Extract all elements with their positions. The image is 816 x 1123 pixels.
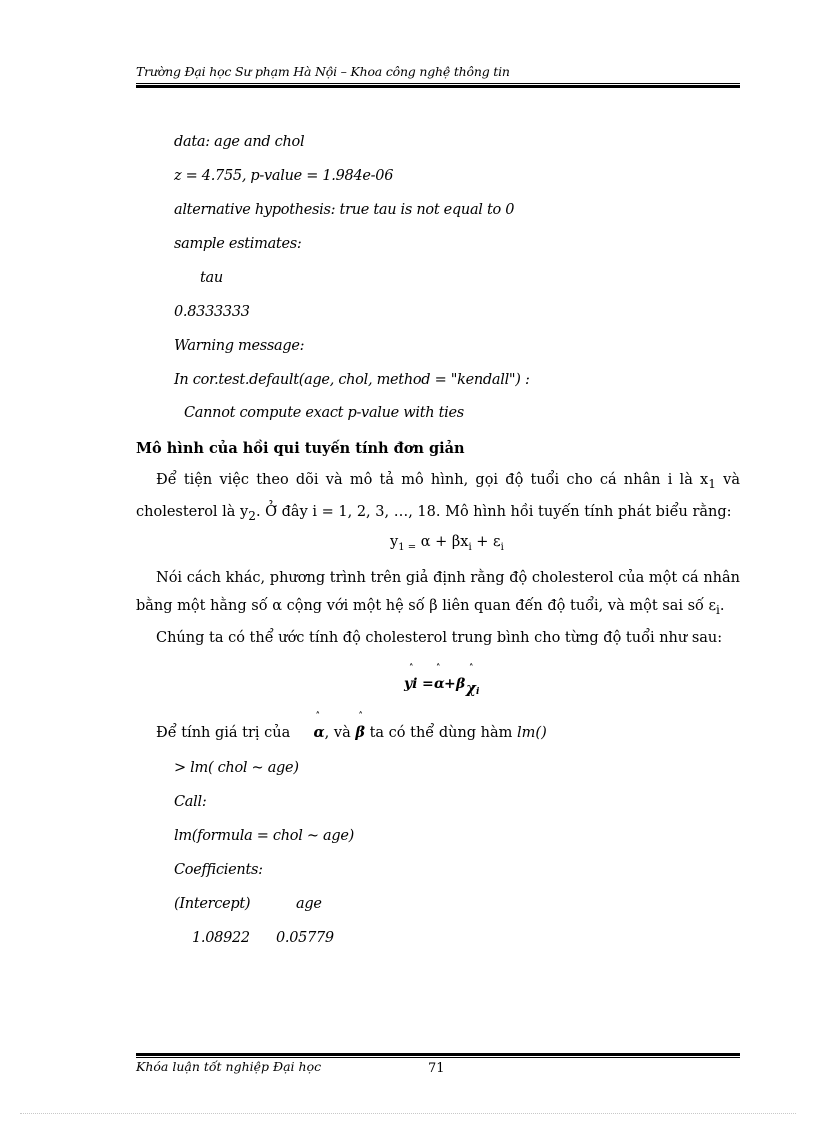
eq-part: + ε: [471, 534, 501, 550]
para-text: Để tính giá trị của: [156, 725, 291, 741]
code-line: data: age and chol: [174, 134, 305, 150]
para-text: .: [719, 598, 725, 614]
paragraph-model-explain: [136, 564, 740, 624]
formula-plus: +: [444, 676, 456, 692]
alpha-symbol: α: [313, 724, 325, 741]
code-line: alternative hypothesis: true tau is not equal to 0: [174, 202, 515, 218]
eq-sub: i: [468, 541, 472, 553]
code-line: Call:: [174, 794, 207, 810]
code-line: Warning message:: [174, 338, 305, 354]
para-text: Nói cách khác, phương trình trên giả định rằng độ cholesterol của một cá nhân bằng một hằng số α cộng với một hệ số β liên quan đến độ tuổi, và một sai số ε: [136, 570, 740, 614]
coef-value-intercept: 1.08922: [192, 930, 250, 946]
paragraph-estimate: Chúng ta có thể ước tính độ cholesterol trung bình cho từng độ tuổi như sau:: [156, 630, 723, 646]
alpha-hat: [313, 712, 325, 741]
footer-rule-thick: [136, 1053, 740, 1056]
formula-y: yi: [404, 676, 418, 692]
para-text: Để tiện việc theo dõi và mô tả mô hình, gọi độ tuổi cho cá nhân i là x: [156, 472, 709, 488]
para-text: . Ở đây i = 1, 2, 3, …, 18. Mô hình hồi tuyến tính phát biểu rằng:: [255, 503, 732, 520]
eq-part: α + βx: [416, 534, 469, 550]
code-line: 0.8333333: [174, 304, 250, 320]
hat-mark: ˄: [315, 712, 320, 722]
para-text: , và: [324, 725, 351, 741]
para-text: ta có thể dùng hàm: [369, 725, 513, 741]
code-line: > lm( chol ~ age): [174, 760, 299, 776]
coef-value-age: 0.05779: [276, 930, 334, 946]
beta-symbol: β: [355, 724, 365, 741]
code-line: In cor.test.default(age, chol, method = "kendall") :: [174, 372, 530, 388]
formula-alpha: α: [434, 676, 445, 692]
header-rule-thick: [136, 85, 740, 88]
code-line: tau: [200, 270, 223, 286]
eq-sub: 1 =: [398, 541, 417, 553]
subscript: i: [716, 602, 720, 617]
code-line: Cannot compute exact p-value with ties: [184, 405, 464, 421]
formula-beta: β: [456, 676, 466, 692]
page-header: Trường Đại học Sư phạm Hà Nội – Khoa công nghệ thông tin: [136, 64, 510, 79]
estimate-formula: [404, 664, 484, 702]
coef-header-intercept: (Intercept): [174, 896, 251, 912]
eq-sub: i: [500, 541, 504, 553]
hat-mark: ˄: [358, 712, 363, 722]
page-edge-dots: [20, 1113, 796, 1114]
code-line: Coefficients:: [174, 862, 263, 878]
eq-part: y: [390, 534, 399, 550]
subscript: 1: [708, 476, 716, 491]
paragraph-model-intro: [136, 466, 740, 530]
subscript: 2: [248, 508, 256, 523]
footer-rule-thin: [136, 1057, 740, 1058]
formula-x: χ: [466, 679, 476, 697]
code-line: sample estimates:: [174, 236, 302, 252]
section-heading: Mô hình của hồi qui tuyến tính đơn giản: [136, 440, 465, 457]
hat-mark: ˄: [469, 664, 474, 674]
header-rule-thin: [136, 83, 740, 84]
func-name: lm(): [517, 725, 547, 741]
hat-mark: ˄: [409, 664, 414, 674]
code-line: lm(formula = chol ~ age): [174, 828, 354, 844]
model-equation: [390, 534, 504, 553]
hat-mark: ˄: [436, 664, 441, 674]
paragraph-lm: [156, 712, 547, 741]
page-number: 71: [428, 1061, 445, 1076]
footer-text: Khóa luận tốt nghiệp Đại học: [136, 1059, 322, 1074]
formula-eq: =: [422, 676, 434, 692]
code-line: z = 4.755, p-value = 1.984e-06: [174, 168, 394, 184]
para-text: và cholesterol là y: [136, 472, 740, 520]
beta-hat: [355, 712, 365, 741]
coef-header-age: age: [296, 896, 322, 912]
formula-x-sub: i: [476, 687, 480, 697]
